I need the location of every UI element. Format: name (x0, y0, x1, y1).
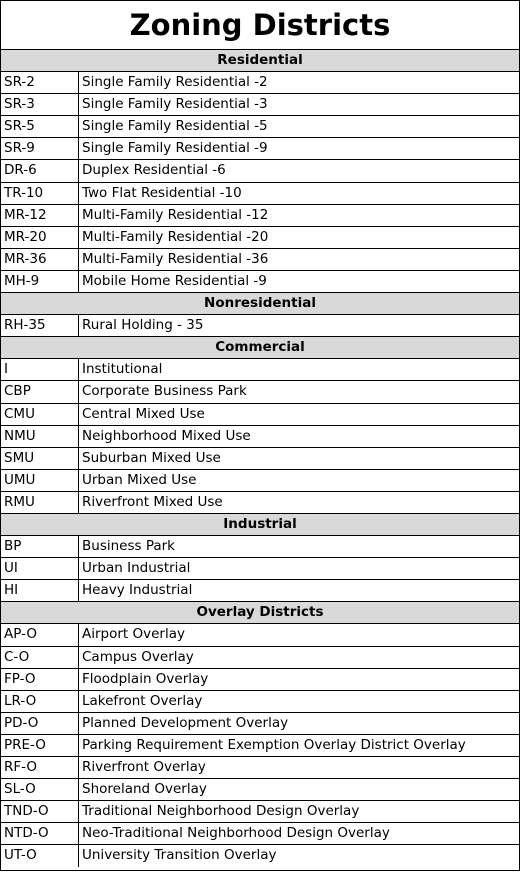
section-header: Commercial (1, 337, 519, 359)
district-description-cell[interactable]: Urban Industrial (82, 560, 191, 577)
table-row (1, 160, 519, 182)
table-row (1, 713, 519, 735)
district-code-cell[interactable]: UMU (1, 470, 79, 491)
table-row (1, 624, 519, 646)
table-row (1, 271, 519, 293)
table-row (1, 801, 519, 823)
district-code-cell[interactable]: AP-O (1, 624, 79, 645)
district-code-cell[interactable]: RMU (1, 492, 79, 513)
table-row (1, 735, 519, 757)
district-code-cell[interactable]: NMU (1, 426, 79, 447)
district-code-cell[interactable]: FP-O (1, 669, 79, 690)
district-description-cell[interactable]: Central Mixed Use (82, 405, 205, 422)
district-code-cell[interactable]: RF-O (1, 757, 79, 778)
table-row (1, 691, 519, 713)
district-description-cell[interactable]: Neo-Traditional Neighborhood Design Overlay (82, 825, 390, 842)
district-code-cell[interactable]: SR-2 (1, 72, 79, 93)
district-description-cell[interactable]: Floodplain Overlay (82, 670, 209, 687)
table-row (1, 580, 519, 602)
district-description-cell[interactable]: Mobile Home Residential -9 (82, 272, 267, 289)
district-code-cell[interactable]: RH-35 (1, 315, 79, 336)
district-description-cell[interactable]: Campus Overlay (82, 648, 194, 665)
district-code-cell[interactable]: LR-O (1, 691, 79, 712)
district-code-cell[interactable]: UI (1, 558, 79, 579)
district-description-cell[interactable]: Business Park (82, 538, 175, 555)
district-code-cell[interactable]: DR-6 (1, 160, 79, 181)
table-row (1, 183, 519, 205)
table-row (1, 381, 519, 403)
district-description-cell[interactable]: Multi-Family Residential -36 (82, 250, 269, 267)
district-description-cell[interactable]: Shoreland Overlay (82, 781, 207, 798)
district-code-cell[interactable]: C-O (1, 647, 79, 668)
table-row (1, 426, 519, 448)
table-row (1, 448, 519, 470)
district-description-cell[interactable]: Neighborhood Mixed Use (82, 427, 251, 444)
district-description-cell[interactable]: Rural Holding - 35 (82, 317, 204, 334)
district-description-cell[interactable]: Corporate Business Park (82, 383, 247, 400)
district-description-cell[interactable]: Airport Overlay (82, 626, 185, 643)
table-row (1, 249, 519, 271)
district-code-cell[interactable]: TR-10 (1, 183, 79, 204)
table-row (1, 757, 519, 779)
table-row (1, 205, 519, 227)
district-code-cell[interactable]: SR-9 (1, 138, 79, 159)
district-description-cell[interactable]: Institutional (82, 361, 163, 378)
district-code-cell[interactable]: CMU (1, 404, 79, 425)
district-code-cell[interactable]: SR-5 (1, 116, 79, 137)
table-row (1, 558, 519, 580)
table-row (1, 536, 519, 558)
district-description-cell[interactable]: Multi-Family Residential -20 (82, 228, 269, 245)
section-header: Industrial (1, 514, 519, 536)
table-row (1, 845, 519, 867)
district-description-cell[interactable]: Riverfront Mixed Use (82, 493, 223, 510)
district-code-cell[interactable]: MH-9 (1, 271, 79, 292)
section-header: Nonresidential (1, 293, 519, 315)
district-description-cell[interactable]: University Transition Overlay (82, 847, 277, 864)
table-row (1, 94, 519, 116)
district-description-cell[interactable]: Single Family Residential -9 (82, 140, 268, 157)
district-code-cell[interactable]: BP (1, 536, 79, 557)
table-title: Zoning Districts (1, 1, 519, 50)
district-code-cell[interactable]: SL-O (1, 779, 79, 800)
table-row (1, 647, 519, 669)
district-code-cell[interactable]: MR-36 (1, 249, 79, 270)
district-description-cell[interactable]: Urban Mixed Use (82, 471, 197, 488)
district-description-cell[interactable]: Parking Requirement Exemption Overlay District Overlay (82, 736, 466, 753)
table-row (1, 315, 519, 337)
district-description-cell[interactable]: Single Family Residential -5 (82, 118, 268, 135)
table-row (1, 669, 519, 691)
district-description-cell[interactable]: Heavy Industrial (82, 582, 193, 599)
district-code-cell[interactable]: SR-3 (1, 94, 79, 115)
district-code-cell[interactable]: PRE-O (1, 735, 79, 756)
table-row (1, 779, 519, 801)
district-description-cell[interactable]: Planned Development Overlay (82, 714, 289, 731)
district-code-cell[interactable]: SMU (1, 448, 79, 469)
section-header: Residential (1, 50, 519, 72)
table-row (1, 138, 519, 160)
district-code-cell[interactable]: MR-20 (1, 227, 79, 248)
district-code-cell[interactable]: CBP (1, 381, 79, 402)
district-code-cell[interactable]: NTD-O (1, 823, 79, 844)
table-body (1, 50, 519, 867)
district-description-cell[interactable]: Lakefront Overlay (82, 692, 203, 709)
district-code-cell[interactable]: TND-O (1, 801, 79, 822)
table-row (1, 470, 519, 492)
table-row (1, 72, 519, 94)
district-description-cell[interactable]: Riverfront Overlay (82, 759, 206, 775)
district-code-cell[interactable]: MR-12 (1, 205, 79, 226)
district-code-cell[interactable]: PD-O (1, 713, 79, 734)
table-row (1, 823, 519, 845)
district-code-cell[interactable]: UT-O (1, 845, 79, 867)
table-row (1, 227, 519, 249)
table-row (1, 116, 519, 138)
table-row (1, 492, 519, 514)
district-description-cell[interactable]: Single Family Residential -2 (82, 74, 268, 91)
district-code-cell[interactable]: HI (1, 580, 79, 601)
district-description-cell[interactable]: Single Family Residential -3 (82, 96, 268, 113)
district-description-cell[interactable]: Duplex Residential -6 (82, 162, 226, 179)
table-row (1, 404, 519, 426)
district-description-cell[interactable]: Two Flat Residential -10 (82, 184, 242, 201)
table-row (1, 359, 519, 381)
district-description-cell[interactable]: Traditional Neighborhood Design Overlay (82, 803, 360, 820)
section-header: Overlay Districts (1, 602, 519, 624)
district-code-cell[interactable]: I (1, 359, 79, 380)
district-description-cell[interactable]: Multi-Family Residential -12 (82, 206, 269, 223)
district-description-cell[interactable]: Suburban Mixed Use (82, 449, 221, 466)
